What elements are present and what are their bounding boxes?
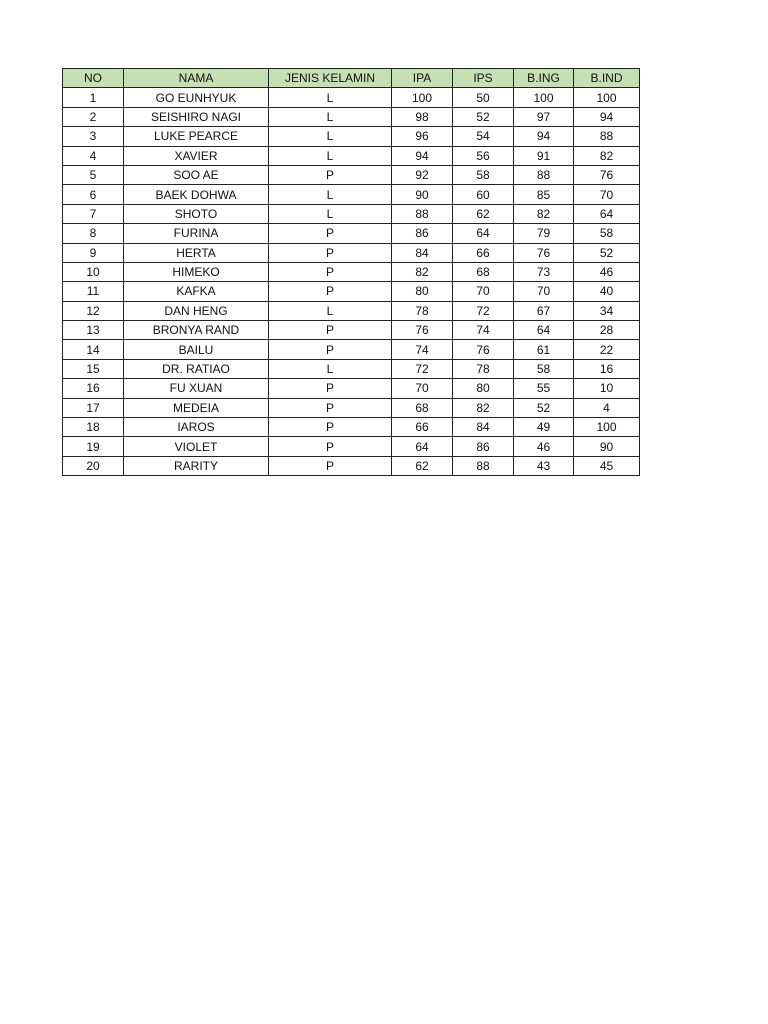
cell-b-ind: 40 <box>574 282 640 301</box>
cell-ipa: 64 <box>392 437 453 456</box>
cell-b-ind: 16 <box>574 359 640 378</box>
cell-no: 20 <box>63 456 124 475</box>
table-row <box>63 282 640 301</box>
cell-nama: SHOTO <box>124 204 269 223</box>
cell-jenis-kelamin: P <box>269 165 392 184</box>
cell-no: 6 <box>63 185 124 204</box>
cell-b-ind: 46 <box>574 262 640 281</box>
cell-nama: HIMEKO <box>124 262 269 281</box>
table-row <box>63 321 640 340</box>
cell-jenis-kelamin: P <box>269 224 392 243</box>
cell-nama: VIOLET <box>124 437 269 456</box>
cell-b-ind: 28 <box>574 321 640 340</box>
cell-nama: BRONYA RAND <box>124 321 269 340</box>
cell-b-ind: 82 <box>574 146 640 165</box>
cell-b-ing: 85 <box>514 185 574 204</box>
cell-b-ind: 70 <box>574 185 640 204</box>
cell-nama: BAILU <box>124 340 269 359</box>
cell-b-ind: 45 <box>574 456 640 475</box>
cell-jenis-kelamin: P <box>269 321 392 340</box>
cell-nama: DR. RATIAO <box>124 359 269 378</box>
cell-ips: 52 <box>453 107 514 126</box>
table-row <box>63 437 640 456</box>
cell-ipa: 78 <box>392 301 453 320</box>
cell-ipa: 94 <box>392 146 453 165</box>
cell-ips: 66 <box>453 243 514 262</box>
cell-jenis-kelamin: P <box>269 418 392 437</box>
cell-ipa: 80 <box>392 282 453 301</box>
cell-ips: 62 <box>453 204 514 223</box>
cell-nama: XAVIER <box>124 146 269 165</box>
cell-b-ind: 100 <box>574 88 640 107</box>
cell-nama: FU XUAN <box>124 379 269 398</box>
cell-nama: BAEK DOHWA <box>124 185 269 204</box>
cell-b-ing: 82 <box>514 204 574 223</box>
cell-ipa: 66 <box>392 418 453 437</box>
cell-ips: 68 <box>453 262 514 281</box>
student-scores-table <box>62 68 640 476</box>
column-header-b-ind: B.IND <box>574 69 640 88</box>
cell-jenis-kelamin: P <box>269 379 392 398</box>
table-row <box>63 127 640 146</box>
cell-ips: 70 <box>453 282 514 301</box>
cell-b-ing: 46 <box>514 437 574 456</box>
cell-b-ing: 58 <box>514 359 574 378</box>
cell-b-ing: 64 <box>514 321 574 340</box>
cell-b-ing: 49 <box>514 418 574 437</box>
cell-b-ing: 94 <box>514 127 574 146</box>
cell-no: 13 <box>63 321 124 340</box>
cell-ips: 54 <box>453 127 514 146</box>
cell-b-ing: 91 <box>514 146 574 165</box>
cell-no: 19 <box>63 437 124 456</box>
table-row <box>63 243 640 262</box>
cell-jenis-kelamin: P <box>269 398 392 417</box>
cell-jenis-kelamin: L <box>269 127 392 146</box>
cell-jenis-kelamin: L <box>269 301 392 320</box>
table-header <box>63 69 640 88</box>
cell-b-ing: 97 <box>514 107 574 126</box>
table-row <box>63 165 640 184</box>
table-row <box>63 418 640 437</box>
cell-ipa: 68 <box>392 398 453 417</box>
cell-ipa: 62 <box>392 456 453 475</box>
cell-b-ing: 79 <box>514 224 574 243</box>
cell-b-ing: 70 <box>514 282 574 301</box>
cell-ips: 78 <box>453 359 514 378</box>
cell-ips: 64 <box>453 224 514 243</box>
cell-ips: 74 <box>453 321 514 340</box>
cell-no: 14 <box>63 340 124 359</box>
cell-no: 9 <box>63 243 124 262</box>
cell-jenis-kelamin: L <box>269 185 392 204</box>
cell-no: 18 <box>63 418 124 437</box>
cell-no: 15 <box>63 359 124 378</box>
table-row <box>63 185 640 204</box>
table-row <box>63 224 640 243</box>
cell-ipa: 70 <box>392 379 453 398</box>
table-row <box>63 379 640 398</box>
cell-b-ind: 88 <box>574 127 640 146</box>
cell-nama: RARITY <box>124 456 269 475</box>
cell-ipa: 90 <box>392 185 453 204</box>
cell-ipa: 74 <box>392 340 453 359</box>
cell-b-ind: 4 <box>574 398 640 417</box>
cell-no: 16 <box>63 379 124 398</box>
cell-nama: DAN HENG <box>124 301 269 320</box>
cell-no: 1 <box>63 88 124 107</box>
cell-b-ind: 10 <box>574 379 640 398</box>
table-row <box>63 456 640 475</box>
cell-no: 4 <box>63 146 124 165</box>
cell-ipa: 84 <box>392 243 453 262</box>
cell-b-ing: 61 <box>514 340 574 359</box>
table-row <box>63 398 640 417</box>
table-row <box>63 340 640 359</box>
cell-ips: 56 <box>453 146 514 165</box>
column-header-ipa: IPA <box>392 69 453 88</box>
cell-nama: FURINA <box>124 224 269 243</box>
cell-nama: MEDEIA <box>124 398 269 417</box>
cell-nama: GO EUNHYUK <box>124 88 269 107</box>
cell-ipa: 76 <box>392 321 453 340</box>
cell-b-ing: 100 <box>514 88 574 107</box>
cell-no: 17 <box>63 398 124 417</box>
cell-no: 5 <box>63 165 124 184</box>
cell-b-ind: 58 <box>574 224 640 243</box>
cell-ipa: 98 <box>392 107 453 126</box>
cell-jenis-kelamin: P <box>269 282 392 301</box>
cell-jenis-kelamin: P <box>269 437 392 456</box>
table-row <box>63 146 640 165</box>
cell-no: 2 <box>63 107 124 126</box>
cell-b-ing: 52 <box>514 398 574 417</box>
cell-b-ing: 73 <box>514 262 574 281</box>
cell-b-ind: 34 <box>574 301 640 320</box>
cell-jenis-kelamin: P <box>269 340 392 359</box>
table-row <box>63 262 640 281</box>
cell-ipa: 88 <box>392 204 453 223</box>
cell-jenis-kelamin: P <box>269 262 392 281</box>
table-row <box>63 107 640 126</box>
cell-ipa: 86 <box>392 224 453 243</box>
cell-jenis-kelamin: P <box>269 456 392 475</box>
cell-ips: 60 <box>453 185 514 204</box>
cell-b-ind: 22 <box>574 340 640 359</box>
cell-jenis-kelamin: L <box>269 88 392 107</box>
cell-nama: LUKE PEARCE <box>124 127 269 146</box>
cell-b-ind: 52 <box>574 243 640 262</box>
cell-b-ind: 100 <box>574 418 640 437</box>
cell-b-ing: 43 <box>514 456 574 475</box>
cell-ips: 76 <box>453 340 514 359</box>
cell-ipa: 100 <box>392 88 453 107</box>
cell-ipa: 72 <box>392 359 453 378</box>
cell-nama: KAFKA <box>124 282 269 301</box>
cell-jenis-kelamin: P <box>269 243 392 262</box>
cell-no: 10 <box>63 262 124 281</box>
cell-jenis-kelamin: L <box>269 146 392 165</box>
cell-no: 3 <box>63 127 124 146</box>
cell-no: 11 <box>63 282 124 301</box>
cell-ips: 72 <box>453 301 514 320</box>
cell-b-ind: 90 <box>574 437 640 456</box>
column-header-ips: IPS <box>453 69 514 88</box>
table-row <box>63 204 640 223</box>
cell-jenis-kelamin: L <box>269 204 392 223</box>
cell-nama: IAROS <box>124 418 269 437</box>
cell-nama: HERTA <box>124 243 269 262</box>
header-row <box>63 69 640 88</box>
cell-ipa: 82 <box>392 262 453 281</box>
cell-ipa: 92 <box>392 165 453 184</box>
cell-no: 12 <box>63 301 124 320</box>
cell-no: 7 <box>63 204 124 223</box>
cell-ipa: 96 <box>392 127 453 146</box>
cell-b-ing: 67 <box>514 301 574 320</box>
table-body <box>63 88 640 476</box>
cell-b-ing: 55 <box>514 379 574 398</box>
table-row <box>63 88 640 107</box>
cell-ips: 82 <box>453 398 514 417</box>
cell-b-ing: 76 <box>514 243 574 262</box>
cell-ips: 58 <box>453 165 514 184</box>
cell-b-ind: 94 <box>574 107 640 126</box>
cell-b-ind: 76 <box>574 165 640 184</box>
cell-ips: 86 <box>453 437 514 456</box>
cell-no: 8 <box>63 224 124 243</box>
cell-nama: SEISHIRO NAGI <box>124 107 269 126</box>
cell-b-ind: 64 <box>574 204 640 223</box>
table-row <box>63 301 640 320</box>
cell-jenis-kelamin: L <box>269 107 392 126</box>
cell-ips: 80 <box>453 379 514 398</box>
cell-nama: SOO AE <box>124 165 269 184</box>
column-header-jenis-kelamin: JENIS KELAMIN <box>269 69 392 88</box>
column-header-nama: NAMA <box>124 69 269 88</box>
cell-ips: 84 <box>453 418 514 437</box>
cell-ips: 50 <box>453 88 514 107</box>
cell-b-ing: 88 <box>514 165 574 184</box>
cell-ips: 88 <box>453 456 514 475</box>
cell-jenis-kelamin: L <box>269 359 392 378</box>
column-header-b-ing: B.ING <box>514 69 574 88</box>
column-header-no: NO <box>63 69 124 88</box>
table-row <box>63 359 640 378</box>
